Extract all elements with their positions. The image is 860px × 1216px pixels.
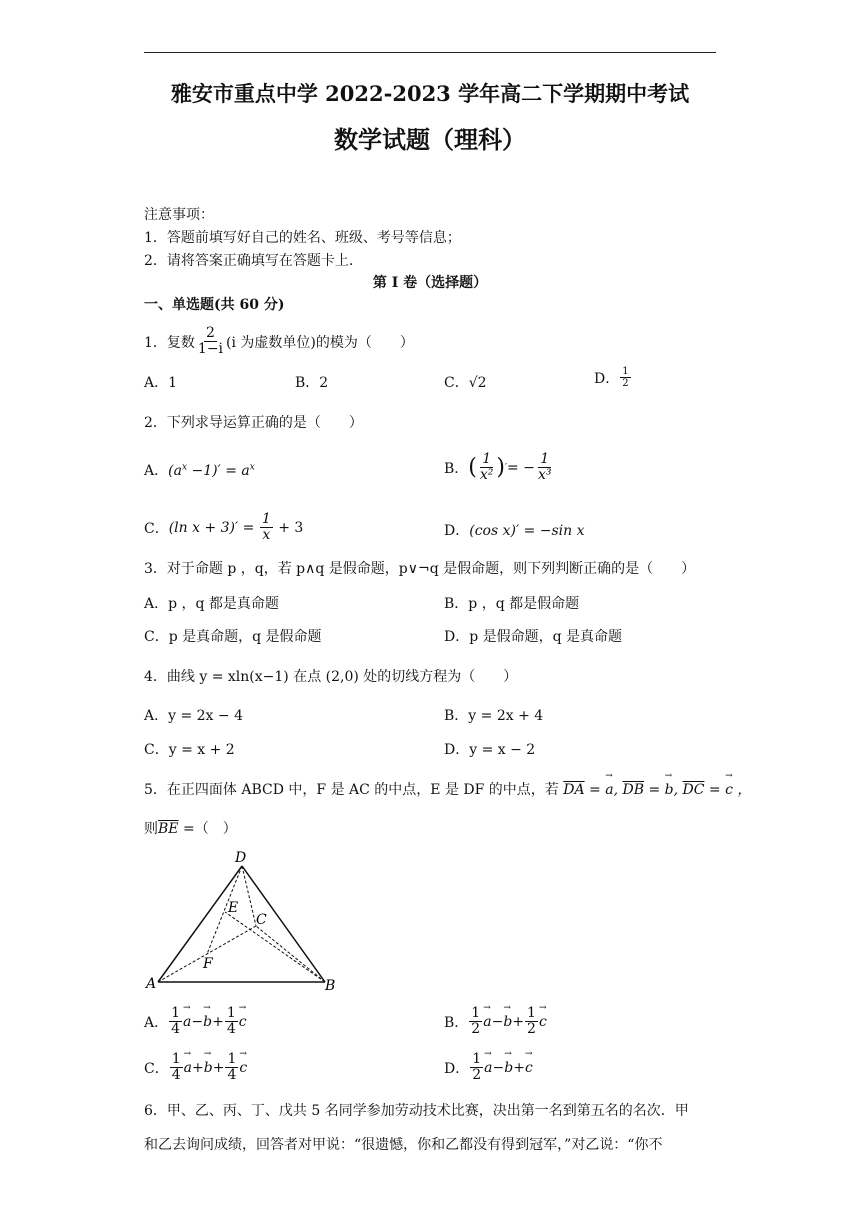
segment-be [225,912,325,982]
label-e: E [228,900,239,916]
question-6-line-1: 6．甲、乙、丙、丁、戊共 5 名同学参加劳动技术比赛，决出第一名到第五名的名次．甲 [144,1103,689,1119]
q3-option-a: A．p ，q 都是真命题 [144,596,279,612]
label-c: C [256,912,267,928]
q4-option-a: A．y = 2x − 4 [144,708,243,724]
question-3-stem: 3．对于命题 p ，q，若 p∧q 是假命题，p∨¬q 是假命题，则下列判断正确的是（ ） [144,561,696,577]
q1-d-den: 2 [622,378,629,389]
q4-option-c: C．y = x + 2 [144,742,235,758]
label-d: D [235,850,247,866]
q1-num: 2 [206,325,215,341]
q1-fraction [196,326,225,358]
q5-option-c: C． $\frac{1}{4}$ → a + → b + $\frac{1}{4}$ → c [144,1052,247,1084]
q1-option-c [444,372,487,392]
q3-option-d: D．p 是假命题，q 是真命题 [444,629,623,645]
q5-option-a: A． $\frac{1}{4}$ → a − → b + $\frac{1}{4}$ → c [144,1006,247,1038]
label-a: A [146,976,157,992]
exam-subtitle: 数学试题（理科） [334,125,526,154]
note-item-1: 1．答题前填写好自己的姓名、班级、考号等信息； [144,230,461,246]
question-1-stem [144,326,414,358]
edge-da [158,866,242,982]
q1-d-fraction [620,366,630,389]
label-f: F [203,956,213,972]
q1-den: 1−i [197,341,224,358]
q5-option-d: D． $\frac{1}{2}$ → a − → b + → c [444,1052,533,1084]
q2-option-c: C． (ln x + 3)′ = $\frac{1}{x}$ + 3 [144,511,304,544]
q1-c-label: C． [444,375,469,391]
question-4-stem: 4．曲线 y = xln(x−1) 在点 (2,0) 处的切线方程为（ ） [144,669,518,685]
q1-d-label: D． [594,370,620,387]
question-2-stem: 2．下列求导运算正确的是（ ） [144,415,363,431]
exam-title: 雅安市重点中学 2022-2023 学年高二下学期期中考试 [170,81,690,106]
q1-option-b: B．2 [295,375,329,391]
q2-option-a: A．$(a^x -1)' = a^x$ [144,462,255,479]
top-rule [144,52,716,53]
edge-db [242,866,325,982]
q1-d-num: 1 [622,366,629,377]
note-item-2: 2．请将答案正确填写在答题卡上. [144,253,354,269]
section-heading: 一、单选题(共 60 分) [144,297,285,313]
q2-option-d: D．(cos x)′ = −sin x [444,523,585,539]
tetrahedron-figure [140,846,350,996]
q5-option-b: B． $\frac{1}{2}$ → a − → b + $\frac{1}{2}$ → c [444,1006,547,1038]
q5-stem-text: 5．在正四面体 ABCD 中，F 是 AC 的中点，E 是 DF 的中点，若 [144,782,559,798]
volume-heading: 第 I 卷（选择题） [372,275,488,291]
q1-option-a: A．1 [144,375,178,391]
q3-option-b: B．p ，q 都是假命题 [444,596,580,612]
q1-option-d [594,366,632,389]
q1-c-value: √2 [468,375,487,391]
q4-option-d: D．y = x − 2 [444,742,536,758]
q2-option-b: B． ( $\frac{1}{\text{x²}}$ ) ′ = − $\frac{1}{\text{x³}}$ [444,451,552,484]
q1-pre: 1．复数 [144,334,195,351]
q3-option-c: C．p 是真命题，q 是假命题 [144,629,322,645]
question-5-stem: 5．在正四面体 ABCD 中，F 是 AC 的中点，E 是 DF 的中点，若 $\overline{DA}$ = → a, $\overline{DB}$ = → b, $\overline{DC}$ = → c ， [144,779,751,799]
q1-post: (i 为虚数单位)的模为（ ） [226,334,414,351]
question-6-line-2: 和乙去询问成绩，回答者对甲说：“很遗憾，你和乙都没有得到冠军，”对乙说：“你不 [144,1137,663,1153]
notes-heading: 注意事项： [144,207,214,223]
q4-option-b: B．y = 2x + 4 [444,708,544,724]
label-b: B [325,978,336,994]
q5-stem2: 则 [144,821,158,837]
question-5-ask: 则$\overline{BE}$ =（ ） [144,821,237,837]
